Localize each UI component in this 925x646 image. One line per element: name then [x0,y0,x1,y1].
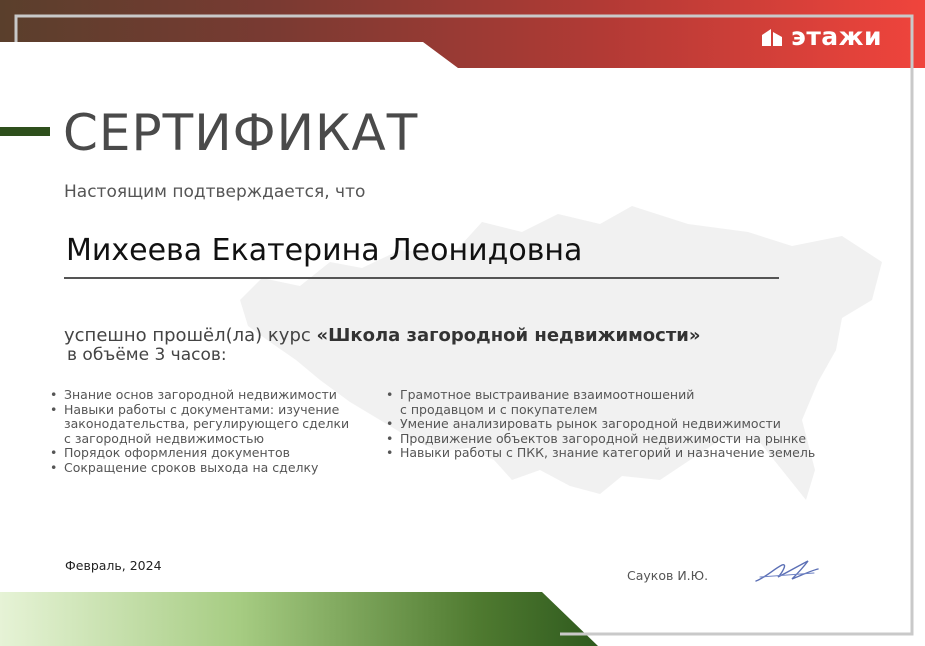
skill-item-line: • Порядок оформления документов [64,445,290,460]
skill-item-line: законодательства, регулирующего сделки [64,416,350,431]
certificate-title: СЕРТИФИКАТ [63,104,419,162]
left-green-bar [0,127,50,136]
skill-item-line: • Продвижение объектов загородной недвижимости на рынке [400,430,807,446]
skill-item [50,388,349,403]
issue-date: Февраль, 2024 [65,558,162,573]
skill-item-line: с загородной недвижимостью [64,430,265,446]
skill-item [50,461,349,476]
name-underline [64,277,779,279]
signature-image [752,555,822,587]
course-prefix: успешно прошёл(ла) курс [64,325,317,346]
skill-item [386,432,815,447]
company-logo [762,22,882,51]
skill-item-line: • Навыки работы с документами: изучение [64,401,340,417]
skill-item [50,403,349,447]
course-completion-text [64,325,701,346]
recipient-name: Михеева Екатерина Леонидовна [66,233,583,268]
skill-item-line: • Умение анализировать рынок загородной недвижимости [400,416,781,431]
skill-item-line: с продавцом и с покупателем [400,401,598,417]
skill-item-line: • Знание основ загородной недвижимости [64,387,337,402]
skill-item [50,446,349,461]
skills-list-left [50,388,349,475]
confirmation-text: Настоящим подтверждается, что [64,182,366,202]
skill-item-line: • Грамотное выстраивание взаимоотношений [400,387,695,402]
bottom-green-band [0,592,598,646]
skill-item [386,446,815,461]
course-name: «Школа загородной недвижимости» [316,325,701,346]
skill-item-line: • Сокращение сроков выхода на сделку [64,459,319,475]
course-hours: в объёме 3 часов: [67,345,227,365]
skill-item [386,417,815,432]
skill-item-line: • Навыки работы с ПКК, знание категорий и назначение земель [400,445,816,460]
building-logo-icon [762,28,784,46]
skills-list-right [386,388,815,461]
skill-item [386,388,815,417]
signer-name: Сауков И.Ю. [627,568,709,583]
logo-text: этажи [791,22,883,51]
